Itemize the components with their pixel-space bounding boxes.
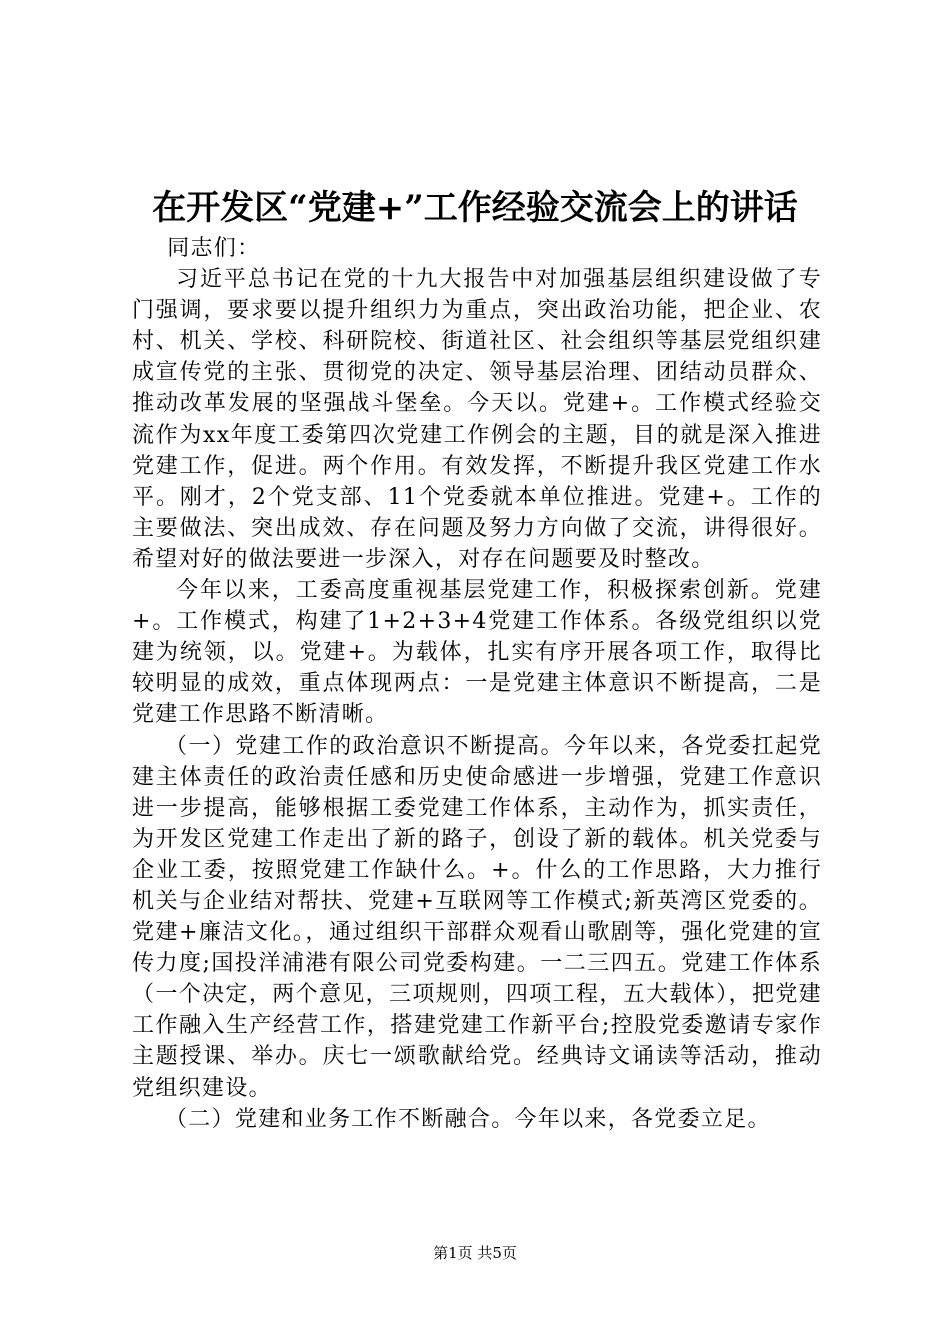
document-title: 在开发区“党建+”工作经验交流会上的讲话 [152,188,798,228]
paragraph-intro: 习近平总书记在党的十九大报告中对加强基层组织建设做了专门强调，要求要以提升组织力为重点，突出政治功能，把企业、农村、机关、学校、科研院校、街道社区、社会组织等基层党组织建成宣传党的主张、贯彻党的决定、领导基层治理、团结动员群众、推动改革发展的坚强战斗堡垒。今天以。党建+。工作模式经验交流作为xx年度工委第四次党建工作例会的主题，目的就是深入推进党建工作，促进。两个作用。有效发挥，不断提升我区党建工作水平。刚才，2个党支部、11个党委就本单位推进。党建+。工作的主要做法、突出成效、存在问题及努力方向做了交流，讲得很好。希望对好的做法要进一步深入，对存在问题要及时整改。 [132,267,822,572]
paragraph-section-one: （一）党建工作的政治意识不断提高。今年以来，各党委扛起党建主体责任的政治责任感和历史使命感进一步增强，党建工作意识进一步提高，能够根据工委党建工作体系，主动作为，抓实责任，为开发区党建工作走出了新的路子，创设了新的载体。机关党委与企业工委，按照党建工作缺什么。+。什么的工作思路，大力推行机关与企业结对帮扶、党建+互联网等工作模式;新英湾区党委的。党建+廉洁文化。，通过组织干部群众观看山歌剧等，强化党建的宣传力度;国投洋浦港有限公司党委构建。一二三四五。党建工作体系（一个决定，两个意见，三项规则，四项工程，五大载体），把党建工作融入生产经营工作，搭建党建工作新平台;控股党委邀请专家作主题授课、举办。庆七一颂歌献给党。经典诗文诵读等活动，推动党组织建设。 [132,733,822,1101]
paragraph-section-two: （二）党建和业务工作不断融合。今年以来，各党委立足。 [165,1106,771,1132]
salutation: 同志们： [167,236,261,261]
page-number-footer: 第1页 共5页 [433,1244,517,1262]
paragraph-overview: 今年以来，工委高度重视基层党建工作，积极探索创新。党建+。工作模式，构建了1+2+3+4党建工作体系。各级党组织以党建为统领，以。党建+。为载体，扎实有序开展各项工作，取得比较明显的成效，重点体现两点：一是党建主体意识不断提高，二是党建工作思路不断清晰。 [132,578,822,728]
document-body [132,233,822,1135]
